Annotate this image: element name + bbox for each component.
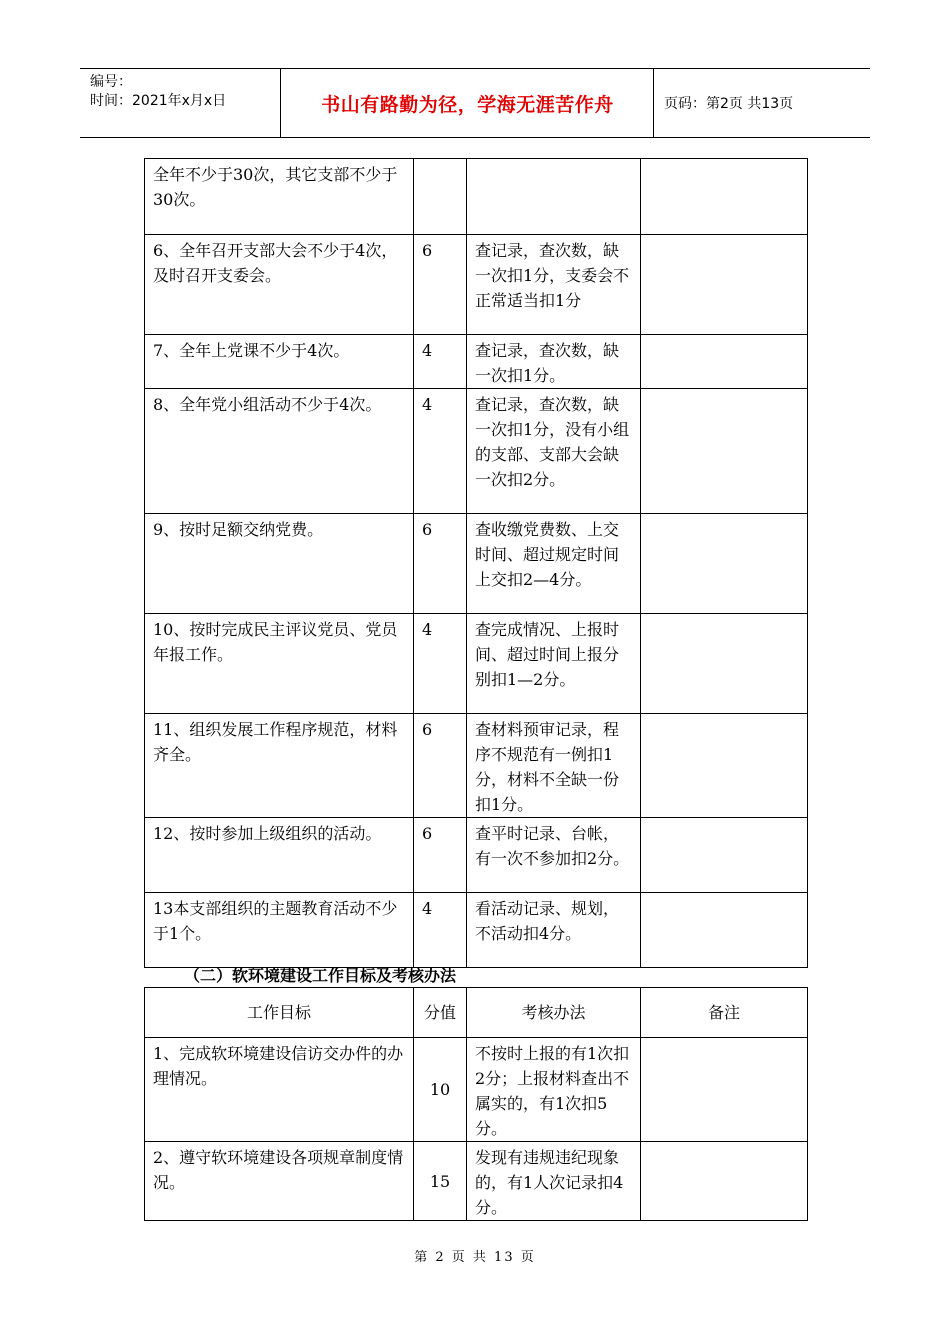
method-cell: 不按时上报的有1次扣2分；上报材料查出不属实的，有1次扣5分。 (467, 1038, 641, 1142)
method-cell: 查记录，查次数，缺一次扣1分。 (467, 335, 641, 389)
header-page-info: 页码：第2页 共13页 (664, 96, 794, 112)
note-cell (641, 514, 808, 614)
assessment-table-1 (144, 158, 808, 968)
goal-cell: 7、全年上党课不少于4次。 (145, 335, 414, 389)
method-cell: 查记录，查次数，缺一次扣1分，支委会不正常适当扣1分 (467, 235, 641, 335)
score-cell: 6 (414, 714, 467, 818)
method-cell: 发现有违规违纪现象的，有1人次记录扣4分。 (467, 1142, 641, 1221)
table-row (145, 159, 808, 235)
score-cell: 6 (414, 235, 467, 335)
header-meta (80, 69, 281, 137)
score-cell: 4 (414, 335, 467, 389)
goal-cell: 9、按时足额交纳党费。 (145, 514, 414, 614)
table-row (145, 389, 808, 514)
note-cell (641, 614, 808, 714)
table-row (145, 614, 808, 714)
table-header-row (145, 988, 808, 1038)
table-row (145, 335, 808, 389)
header-note: 备注 (641, 988, 808, 1038)
document-number-label: 编号： (90, 74, 132, 90)
method-cell: 查材料预审记录，程序不规范有一例扣1分，材料不全缺一份扣1分。 (467, 714, 641, 818)
score-cell (414, 159, 467, 235)
score-cell: 6 (414, 514, 467, 614)
note-cell (641, 714, 808, 818)
header-motto-cell (282, 69, 654, 137)
goal-cell: 12、按时参加上级组织的活动。 (145, 818, 414, 893)
method-cell (467, 159, 641, 235)
goal-cell: 6、全年召开支部大会不少于4次，及时召开支委会。 (145, 235, 414, 335)
goal-cell: 2、遵守软环境建设各项规章制度情况。 (145, 1142, 414, 1221)
note-cell (641, 893, 808, 968)
score-cell: 4 (414, 614, 467, 714)
header-method: 考核办法 (467, 988, 641, 1038)
page-footer: 第 2 页 共 13 页 (414, 1250, 536, 1265)
table-row (145, 818, 808, 893)
note-cell (641, 159, 808, 235)
goal-cell: 全年不少于30次，其它支部不少于30次。 (145, 159, 414, 235)
note-cell (641, 818, 808, 893)
method-cell: 查完成情况、上报时间、超过时间上报分别扣1—2分。 (467, 614, 641, 714)
score-cell: 15 (414, 1142, 467, 1221)
table-row (145, 893, 808, 968)
note-cell (641, 389, 808, 514)
goal-cell: 10、按时完成民主评议党员、党员年报工作。 (145, 614, 414, 714)
note-cell (641, 1142, 808, 1221)
table-row (145, 235, 808, 335)
section-title: （二）软环境建设工作目标及考核办法 (184, 966, 457, 985)
table-row (145, 1142, 808, 1221)
score-cell: 4 (414, 389, 467, 514)
goal-cell: 13本支部组织的主题教育活动不少于1个。 (145, 893, 414, 968)
goal-cell: 11、组织发展工作程序规范，材料齐全。 (145, 714, 414, 818)
note-cell (641, 235, 808, 335)
method-cell: 查收缴党费数、上交时间、超过规定时间上交扣2—4分。 (467, 514, 641, 614)
goal-cell: 1、完成软环境建设信访交办件的办理情况。 (145, 1038, 414, 1142)
score-cell: 10 (414, 1038, 467, 1142)
header-score: 分值 (414, 988, 467, 1038)
table-row (145, 1038, 808, 1142)
score-cell: 6 (414, 818, 467, 893)
method-cell: 查记录，查次数，缺一次扣1分，没有小组的支部、支部大会缺一次扣2分。 (467, 389, 641, 514)
assessment-table-2 (144, 987, 808, 1221)
header-motto: 书山有路勤为径，学海无涯苦作舟 (321, 93, 614, 116)
page-header (80, 68, 870, 138)
score-cell: 4 (414, 893, 467, 968)
table-row (145, 514, 808, 614)
method-cell: 查平时记录、台帐，有一次不参加扣2分。 (467, 818, 641, 893)
document-time-label: 时间：2021年x月x日 (90, 93, 227, 109)
header-goal: 工作目标 (145, 988, 414, 1038)
table-row (145, 714, 808, 818)
goal-cell: 8、全年党小组活动不少于4次。 (145, 389, 414, 514)
note-cell (641, 1038, 808, 1142)
note-cell (641, 335, 808, 389)
method-cell: 看活动记录、规划，不活动扣4分。 (467, 893, 641, 968)
